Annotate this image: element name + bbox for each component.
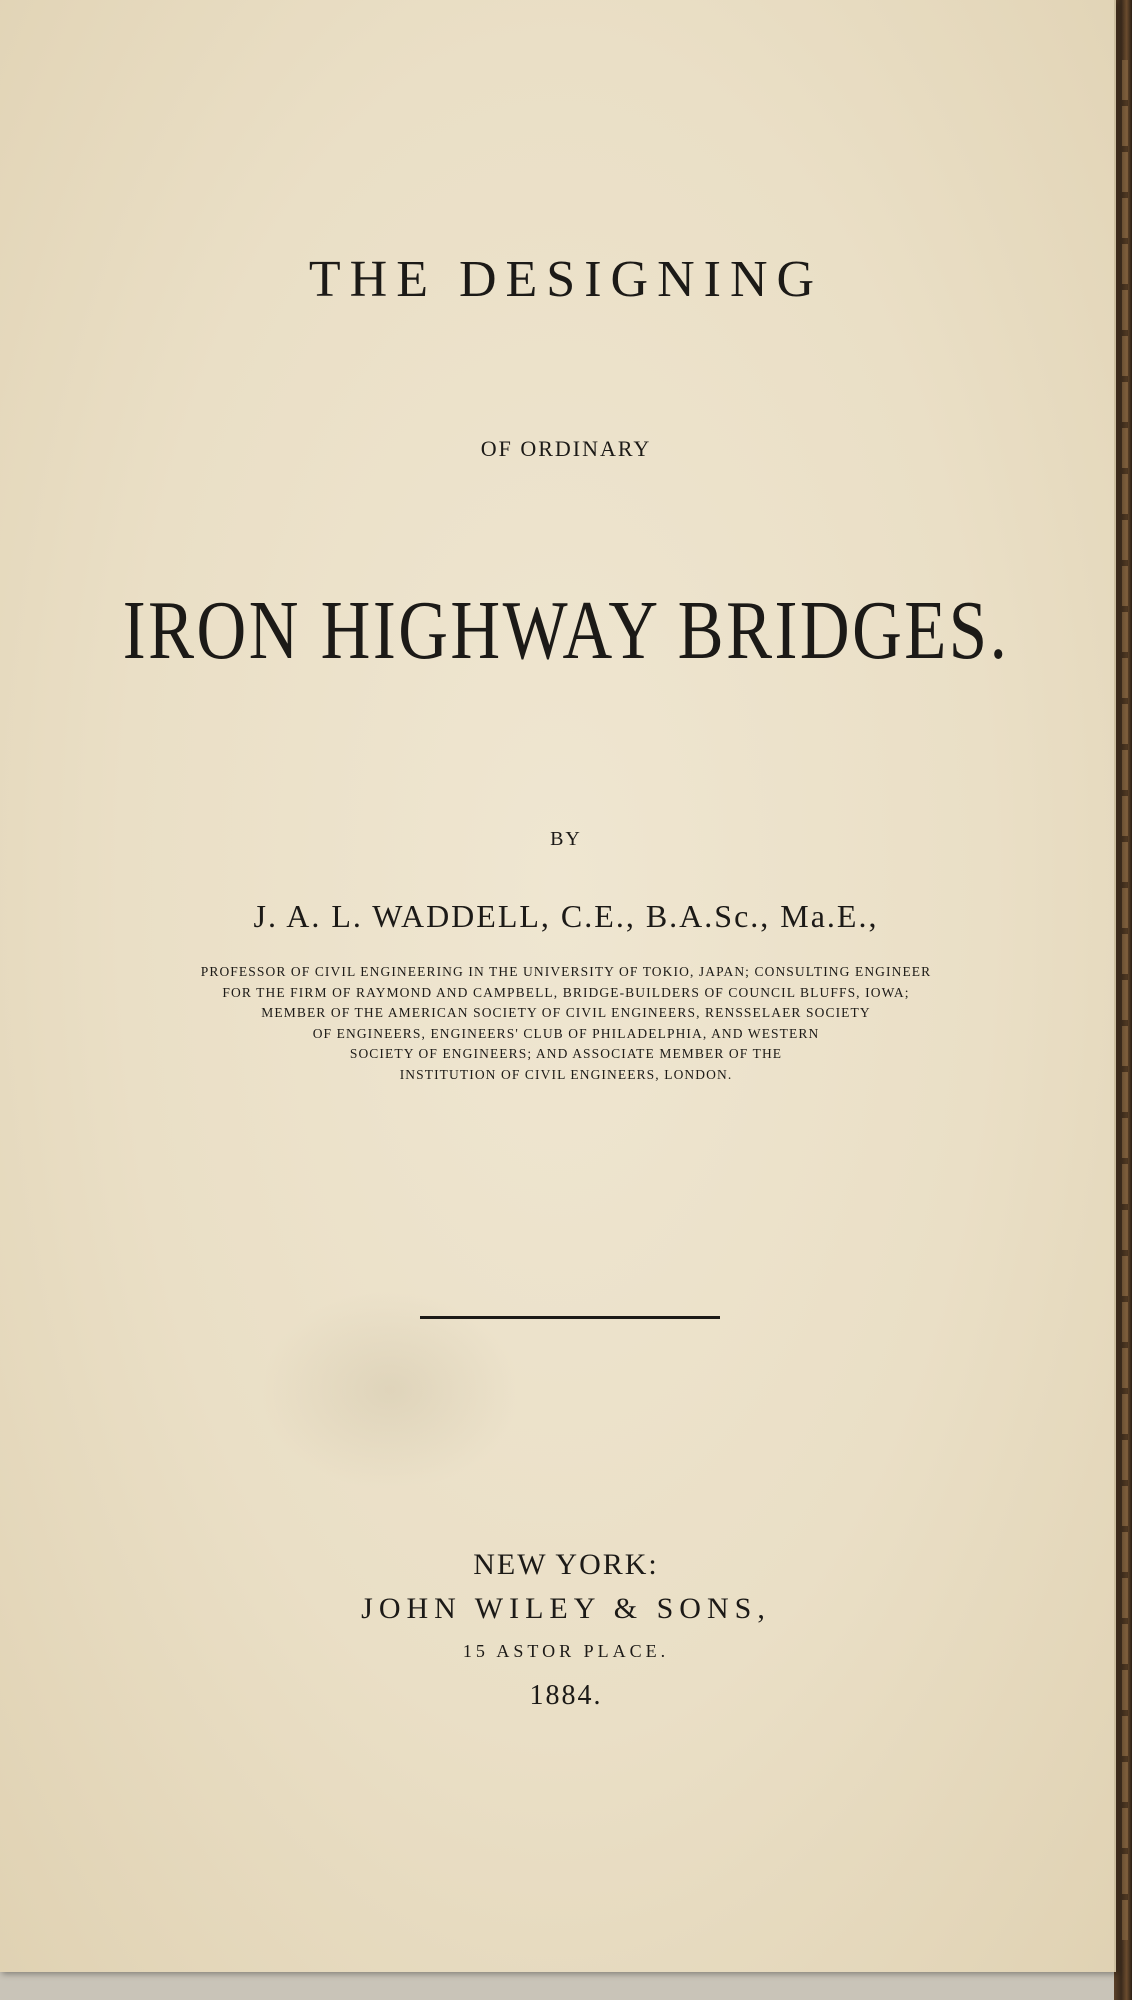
credential-line: SOCIETY OF ENGINEERS; AND ASSOCIATE MEMBER OF THE xyxy=(349,1046,783,1061)
title-line-3: IRON HIGHWAY BRIDGES. xyxy=(122,584,1010,677)
title-line-1: THE DESIGNING xyxy=(308,251,824,308)
credential-line: MEMBER OF THE AMERICAN SOCIETY OF CIVIL ENGINEERS, RENSSELAER SOCIETY xyxy=(261,1005,871,1020)
title-line-2: OF ORDINARY xyxy=(480,436,652,461)
imprint-year: 1884. xyxy=(529,1680,603,1711)
imprint-publisher: JOHN WILEY & SONS, xyxy=(361,1592,771,1625)
credential-line: INSTITUTION OF CIVIL ENGINEERS, LONDON. xyxy=(399,1066,733,1082)
author-credentials xyxy=(0,962,1132,1085)
credential-line: PROFESSOR OF CIVIL ENGINEERING IN THE UNIVERSITY OF TOKIO, JAPAN; CONSULTING ENGINEER xyxy=(200,964,932,979)
credential-line: FOR THE FIRM OF RAYMOND AND CAMPBELL, BRIDGE-BUILDERS OF COUNCIL BLUFFS, IOWA; xyxy=(222,984,910,1000)
imprint-city: NEW YORK: xyxy=(473,1548,659,1581)
paper-foxing-stain xyxy=(260,1290,520,1490)
credential-line: OF ENGINEERS, ENGINEERS' CLUB OF PHILADELPHIA, AND WESTERN xyxy=(312,1025,820,1041)
byline-label: BY xyxy=(550,828,582,850)
author-name: J. A. L. WADDELL, C.E., B.A.Sc., Ma.E., xyxy=(253,898,879,934)
imprint-address: 15 ASTOR PLACE. xyxy=(462,1641,670,1661)
divider-rule xyxy=(420,1316,720,1319)
